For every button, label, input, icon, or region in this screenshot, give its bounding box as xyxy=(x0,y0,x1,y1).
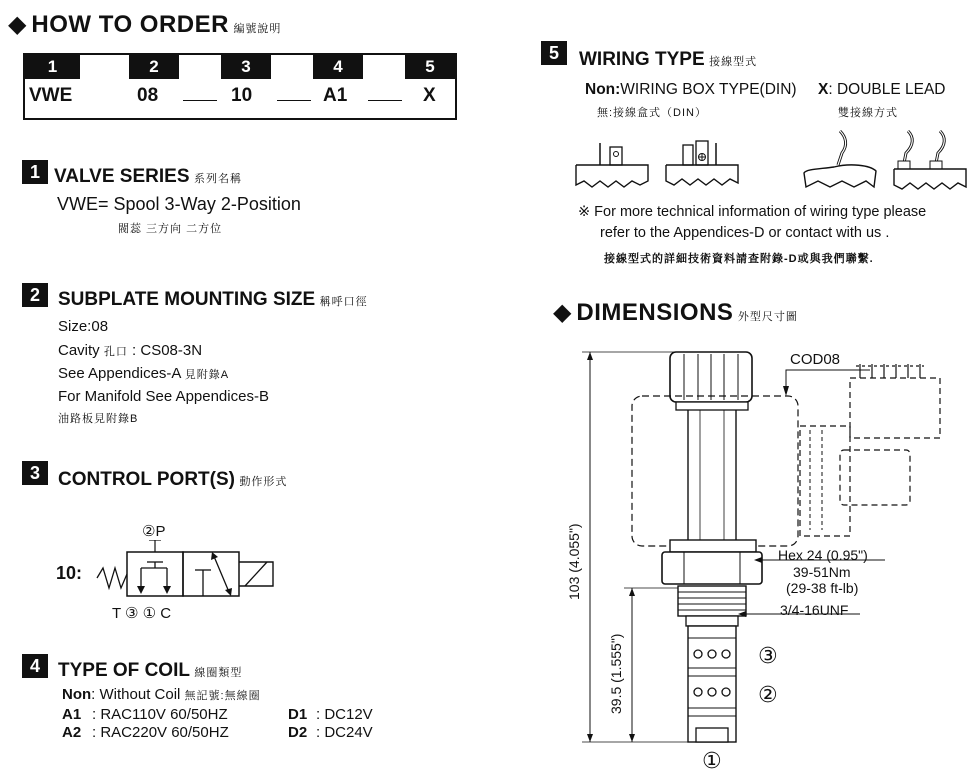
coil-non-code: Non xyxy=(62,686,92,703)
order-val-port: 10 xyxy=(231,85,253,106)
coil-row-1 xyxy=(62,706,228,723)
double-lead-icon xyxy=(804,131,876,187)
valve-series-title-zh: 系列名稱 xyxy=(193,173,242,185)
order-dash xyxy=(368,100,402,101)
coil-non-text: : Without Coil xyxy=(91,686,181,703)
wiring-illustrations xyxy=(570,125,970,200)
subplate-manifold: For Manifold See Appendices-B xyxy=(58,388,269,405)
valve-series-title: VALVE SERIES xyxy=(54,166,190,187)
port-2-label: ② xyxy=(758,682,778,707)
port-bottom-label: T ③ ① C xyxy=(112,605,172,622)
coil-spec: : DC12V xyxy=(316,706,373,723)
coil-spec: : RAC110V 60/50HZ xyxy=(92,706,228,723)
port-1-label: ① xyxy=(702,748,722,773)
cavity-label: Cavity xyxy=(58,342,100,359)
how-to-order-title-zh: 編號說明 xyxy=(233,23,282,35)
see-appendices-a-zh: 見附錄A xyxy=(184,369,230,381)
wiring-non-row xyxy=(585,81,797,99)
coil-heading xyxy=(58,660,242,682)
subplate-heading xyxy=(58,289,368,311)
order-dash xyxy=(183,100,217,101)
order-col-4: 4 xyxy=(313,55,363,79)
subplate-cavity xyxy=(58,342,202,359)
order-col-1: 1 xyxy=(25,55,80,79)
section-number-3: 3 xyxy=(22,461,48,485)
how-to-order-title: HOW TO ORDER xyxy=(31,11,229,38)
control-port-code: 10: xyxy=(56,563,83,583)
diamond-icon: ◆ xyxy=(553,299,572,326)
wiring-x-text: : DOUBLE LEAD xyxy=(828,81,946,98)
valve-box-left xyxy=(127,552,183,596)
subplate-title-zh: 稱呼口徑 xyxy=(319,296,368,308)
coil-title-zh: 線圈類型 xyxy=(194,667,243,679)
wiring-x-row xyxy=(818,81,946,99)
lower-length-label: 39.5 (1.555") xyxy=(608,633,624,714)
subplate-manifold-zh: 油路板見附錄B xyxy=(58,413,139,425)
subplate-title: SUBPLATE MOUNTING SIZE xyxy=(58,289,316,310)
torque-ftlb-label: (29-38 ft-lb) xyxy=(786,580,859,596)
order-col-3: 3 xyxy=(221,55,271,79)
coil-spec: : RAC220V 60/50HZ xyxy=(92,724,229,741)
control-port-title: CONTROL PORT(S) xyxy=(58,469,235,490)
coil-code: D2 xyxy=(288,724,308,741)
coil-title: TYPE OF COIL xyxy=(58,660,190,681)
port-p-label: ②P xyxy=(142,523,166,540)
thread-label: 3/4-16UNF xyxy=(780,602,849,618)
port-3-label: ③ xyxy=(758,643,778,668)
valve-series-line-zh: 閥蕊 三方向 二方位 xyxy=(118,223,223,235)
order-val-series: VWE xyxy=(29,85,73,106)
spring-symbol xyxy=(97,568,127,588)
cavity-value: : CS08-3N xyxy=(132,342,203,359)
wiring-title: WIRING TYPE xyxy=(579,49,705,70)
section-number-1: 1 xyxy=(22,160,48,184)
section-number-2: 2 xyxy=(22,283,48,307)
diamond-icon: ◆ xyxy=(8,11,27,38)
coil-row-2 xyxy=(62,724,229,741)
dimensions-title-zh: 外型尺寸圖 xyxy=(737,311,798,323)
coil-code: A2 xyxy=(62,724,82,741)
coil-code: D1 xyxy=(288,706,308,723)
valve-series-line: VWE= Spool 3-Way 2-Position xyxy=(57,194,301,214)
wiring-non-text: WIRING BOX TYPE(DIN) xyxy=(620,81,797,98)
din-connector-icon xyxy=(666,141,738,185)
section-number-4: 4 xyxy=(22,654,48,678)
order-code-table xyxy=(23,53,457,120)
coil-spec: : DC24V xyxy=(316,724,373,741)
coil-code: A1 xyxy=(62,706,82,723)
valve-symbol-diagram xyxy=(95,540,275,602)
subplate-size: Size:08 xyxy=(58,318,109,335)
dimensions-title: DIMENSIONS xyxy=(576,299,734,326)
wiring-x-zh: 雙接線方式 xyxy=(838,107,898,119)
torque-nm-label: 39-51Nm xyxy=(793,564,851,580)
wiring-note-line1: ※ For more technical information of wiring type please xyxy=(578,204,927,220)
wiring-note-line2: refer to the Appendices-D or contact with us . xyxy=(600,225,890,241)
section-number-5: 5 xyxy=(541,41,567,65)
wiring-non-zh: 無:接線盒式（DIN） xyxy=(597,107,707,119)
order-val-wiring: X xyxy=(423,85,436,106)
control-port-title-zh: 動作形式 xyxy=(239,476,288,488)
coil-non-zh: 無記號:無線圈 xyxy=(184,690,261,702)
cod-label: COD08 xyxy=(790,351,841,368)
order-col-5: 5 xyxy=(405,55,455,79)
double-lead-icon xyxy=(894,131,966,189)
valve-series-heading xyxy=(54,166,242,188)
order-dash xyxy=(277,100,311,101)
control-port-heading xyxy=(58,469,287,491)
wiring-note-zh: 接線型式的詳細技術資料請查附錄-D或與我們聯繫. xyxy=(604,253,874,265)
coil-row-1-dc xyxy=(288,706,373,723)
how-to-order-heading xyxy=(8,10,281,39)
wiring-x-code: X xyxy=(818,81,829,98)
coil-non-row xyxy=(62,686,261,703)
overall-length-label: 103 (4.055") xyxy=(566,523,582,600)
order-val-coil: A1 xyxy=(323,85,348,106)
wiring-heading xyxy=(579,49,757,71)
order-val-size: 08 xyxy=(137,85,159,106)
cavity-label-zh: 孔口 xyxy=(103,346,128,358)
wiring-title-zh: 接線型式 xyxy=(709,56,758,68)
see-appendices-a: See Appendices-A xyxy=(58,365,181,382)
hex-label: Hex 24 (0.95") xyxy=(778,547,868,563)
order-col-2: 2 xyxy=(129,55,179,79)
din-connector-icon xyxy=(576,143,648,187)
coil-row-2-dc xyxy=(288,724,373,741)
wiring-non-code: Non: xyxy=(585,81,621,98)
subplate-see-a xyxy=(58,365,229,382)
dimensions-heading xyxy=(553,298,798,327)
